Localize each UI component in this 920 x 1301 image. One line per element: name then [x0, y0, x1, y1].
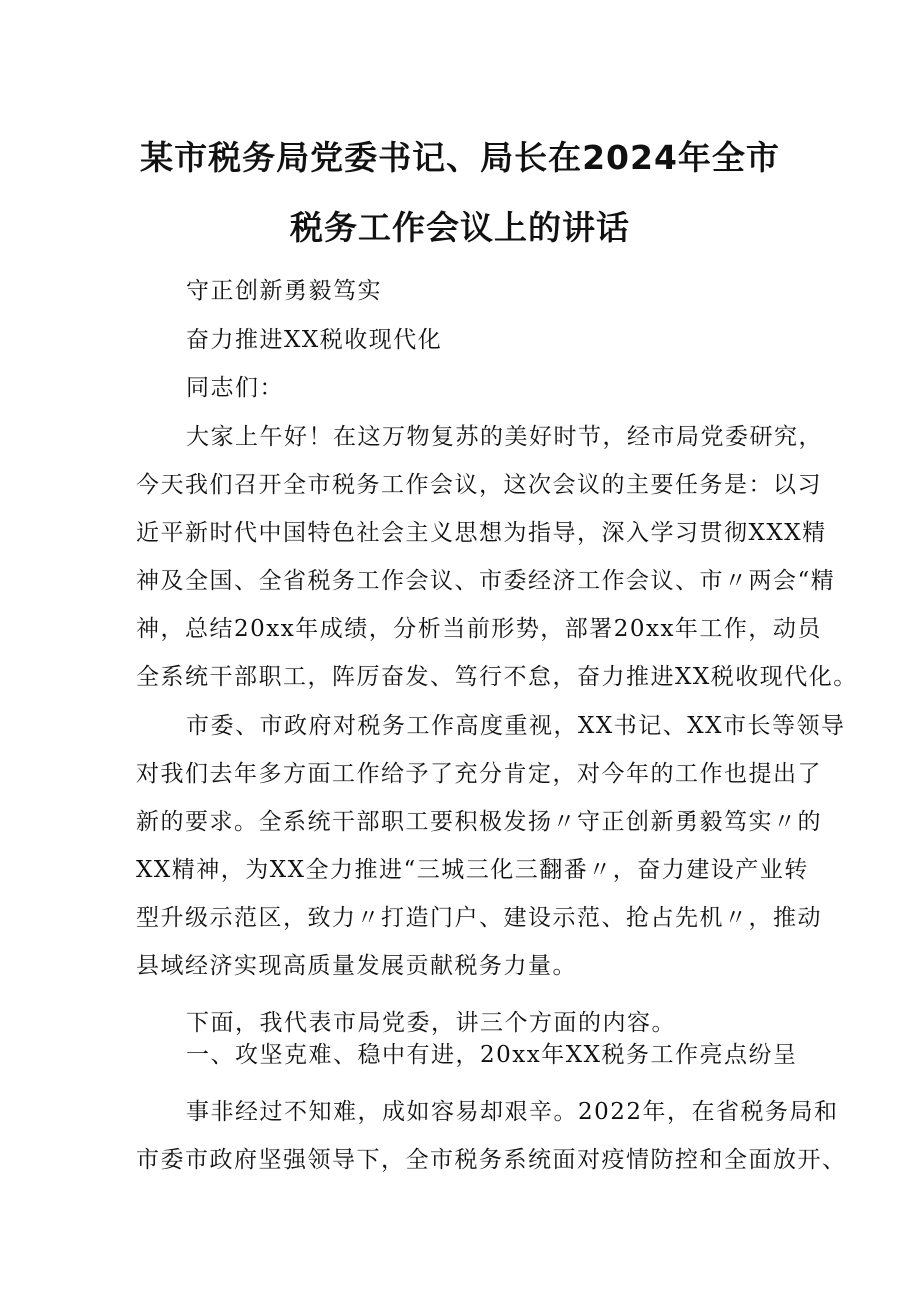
paragraph-1-line: 大家上午好！在这万物复苏的美好时节，经市局党委研究， [186, 424, 823, 450]
paragraph-3: 下面，我代表市局党委，讲三个方面的内容。 [186, 1010, 676, 1036]
section-heading-1: 一、攻坚克难、稳中有进，20xx年XX税务工作亮点纷呈 [186, 1042, 798, 1068]
paragraph-1-line: 神及全国、全省税务工作会议、市委经济工作会议、市〃两会“精 [136, 568, 836, 594]
paragraph-2-line: 县域经济实现高质量发展贡献税务力量。 [136, 953, 577, 979]
document-title-line-2: 税务工作会议上的讲话 [290, 208, 630, 247]
paragraph-4-line: 事非经过不知难，成如容易却艰辛。2022年，在省税务局和 [186, 1099, 839, 1125]
paragraph-2-line: 新的要求。全系统干部职工要积极发扬〃守正创新勇毅笃实〃的 [136, 809, 822, 835]
paragraph-4-line: 市委市政府坚强领导下，全市税务系统面对疫情防控和全面放开、 [136, 1147, 847, 1173]
salutation: 同志们： [186, 375, 284, 401]
paragraph-1-line: 近平新时代中国特色社会主义思想为指导，深入学习贯彻XXX精 [136, 520, 827, 546]
paragraph-2-line: 型升级示范区，致力〃打造门户、建设示范、抢占先机〃，推动 [136, 905, 822, 931]
document-title-line-1: 某市税务局党委书记、局长在2024年全市 [140, 138, 780, 177]
paragraph-1-line: 全系统干部职工，阵厉奋发、笃行不怠，奋力推进XX税收现代化。 [136, 664, 858, 690]
subtitle-line-1: 守正创新勇毅笃实 [186, 278, 382, 304]
paragraph-2-line: XX精神，为XX全力推进“三城三化三翻番〃，奋力建设产业转 [136, 857, 809, 883]
paragraph-1-line: 今天我们召开全市税务工作会议，这次会议的主要任务是：以习 [136, 472, 822, 498]
subtitle-line-2: 奋力推进XX税收现代化 [186, 327, 443, 353]
paragraph-1-line: 神，总结20xx年成绩，分析当前形势，部署20xx年工作，动员 [136, 616, 822, 642]
paragraph-2-line: 市委、市政府对税务工作高度重视，XX书记、XX市长等领导 [186, 713, 846, 739]
paragraph-2-line: 对我们去年多方面工作给予了充分肯定，对今年的工作也提出了 [136, 761, 822, 787]
